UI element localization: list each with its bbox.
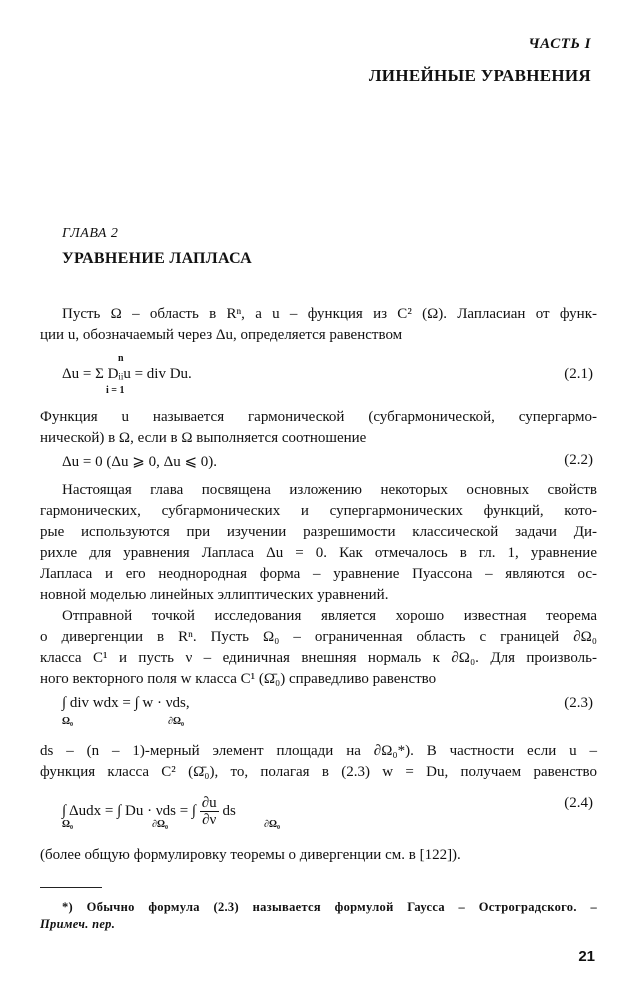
paragraph-3-line-4: рихле для уравнения Лапласа Δu = 0. Как отмечалось в гл. 1, уравнение [40,545,597,561]
eq-2-1-number: (2.1) [564,366,593,382]
paragraph-4-line-1: Отправной точкой исследования является хорошо известная теорема [62,608,597,624]
part-title: ЛИНЕЙНЫЕ УРАВНЕНИЯ [368,66,591,85]
eq-2-2-number: (2.2) [564,452,593,468]
paragraph-4-line-3: класса C¹ и пусть ν – единичная внешняя нормаль к ∂Ω₀. Для произволь- [40,650,597,666]
eq-2-4-number: (2.4) [564,795,593,811]
eq-2-4-domain: Ω₀ [62,819,74,830]
eq-2-4-fraction-num: ∂u [201,795,217,811]
chapter-label: ГЛАВА 2 [62,226,119,241]
eq-2-3-boundary: ∂Ω₀ [168,716,184,727]
paragraph-3-line-3: рые используются при изучении разрешимости классической задачи Ди- [40,524,597,540]
paragraph-5-line-2: функция класса C² (Ω̄₀), то, полагая в (2.3) w = Du, получаем равенство [40,764,597,780]
eq-2-2: Δu = 0 (Δu ⩾ 0, Δu ⩽ 0). [62,454,218,470]
footnote-line-1: *) Обычно формула (2.3) называется формулой Гаусса – Остроградского. – [62,900,597,914]
paragraph-4-line-4: ного векторного поля w класса C¹ (Ω̄₀) справедливо равенство [40,671,437,687]
page-number: 21 [578,948,595,965]
eq-2-4-fraction-den: ∂ν [202,812,217,828]
eq-2-4-boundary-1: ∂Ω₀ [152,819,168,830]
eq-2-4-boundary-2: ∂Ω₀ [264,819,280,830]
paragraph-3-line-5: Лапласа и его неоднородная форма – уравнение Пуассона – являются ос- [40,566,597,582]
paragraph-3-line-2: гармонических, субгармонических и супергармонических функций, кото- [40,503,597,519]
paragraph-4-line-2: о дивергенции в Rⁿ. Пусть Ω₀ – ограниченная область с границей ∂Ω₀ [40,629,597,645]
eq-2-4-lhs: ∫ Δudx = ∫ Du · νds = ∫ [62,802,197,819]
chapter-title: УРАВНЕНИЕ ЛАПЛАСА [62,250,252,267]
paragraph-3-line-6: новной моделью линейных эллиптических уравнений. [40,587,389,603]
eq-2-4 [62,795,236,828]
part-label: ЧАСТЬ I [528,36,591,52]
eq-2-3: ∫ div wdx = ∫ w · νds, [62,695,190,711]
paragraph-3-line-1: Настоящая глава посвящена изложению некоторых основных свойств [62,482,597,498]
eq-2-3-number: (2.3) [564,695,593,711]
eq-2-1-sum-lower: i = 1 [106,385,125,396]
paragraph-1-line-2: ции u, обозначаемый через Δu, определяется равенством [40,327,403,343]
eq-2-3-domain: Ω₀ [62,716,74,727]
eq-2-4-fraction [200,795,219,828]
paragraph-2-line-2: нической) в Ω, если в Ω выполняется соотношение [40,430,367,446]
footnote-line-2: Примеч. пер. [40,917,116,931]
eq-2-4-tail: ds [222,802,236,819]
paragraph-1-line-1: Пусть Ω – область в Rⁿ, а u – функция из C² (Ω). Лапласиан от функ- [62,306,597,322]
footnote-rule [40,887,102,888]
paragraph-5-line-1: ds – (n – 1)-мерный элемент площади на ∂Ω₀*). В частности если u – [40,743,597,759]
paragraph-2-line-1: Функция u называется гармонической (субгармонической, супергармо- [40,409,597,425]
eq-2-1: Δu = Σ Dᵢᵢu = div Du. [62,366,192,382]
paragraph-6: (более общую формулировку теоремы о дивергенции см. в [122]). [40,847,461,863]
eq-2-1-sum-upper: n [118,353,124,364]
